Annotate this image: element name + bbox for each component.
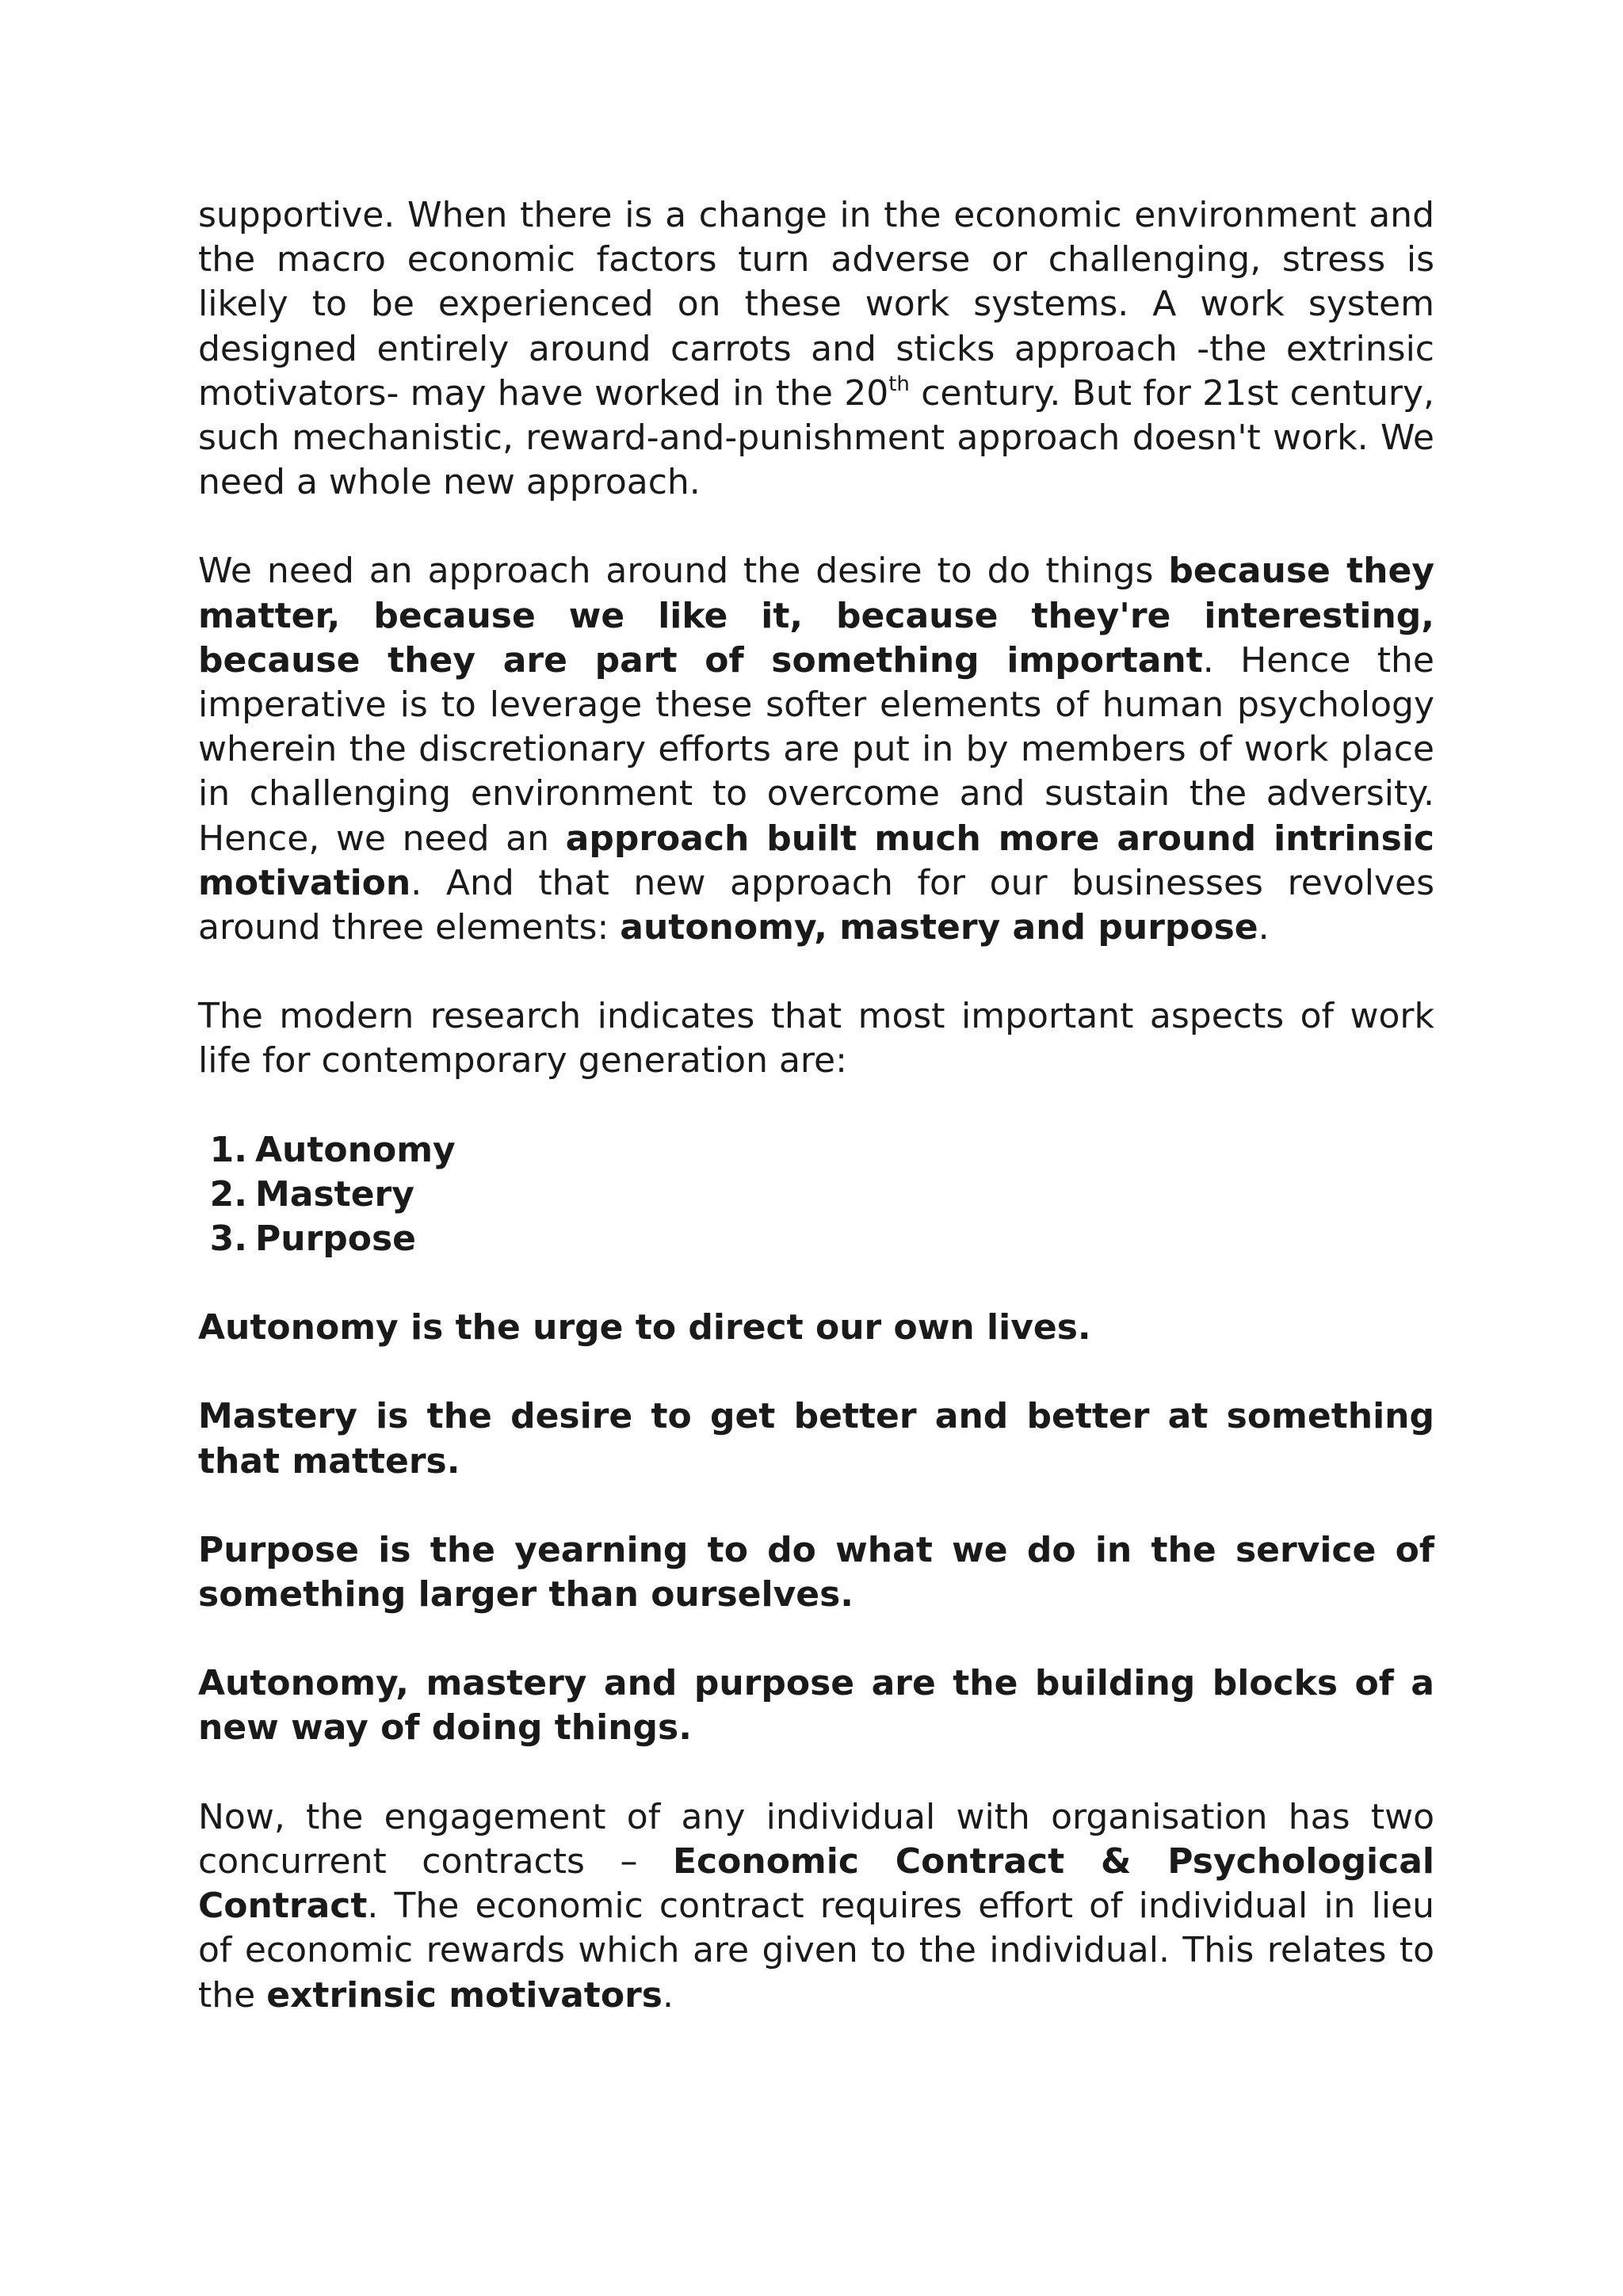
definition-mastery: [198, 1394, 1434, 1483]
superscript-th: th: [888, 372, 910, 396]
building-blocks-text: Autonomy, mastery and purpose are the building blocks of a new way of doing things.: [198, 1663, 1434, 1749]
definition-purpose: [198, 1528, 1434, 1617]
list-number: 1.: [209, 1129, 247, 1170]
para1-text-a: supportive. When there is a change in the economic environment and the macro economic factors turn adverse or challenging, stress is likely to be experienced on these work systems. A work system designed entirely around carrots and sticks approach -the extrinsic motivators- may have worked in the 20: [198, 195, 1434, 414]
para2-text-a: We need an approach around the desire to do things: [198, 551, 1169, 592]
list-item: [198, 1217, 1434, 1261]
final-text-e: .: [662, 1974, 674, 2016]
para2-text-c: . Hence the imperative is to leverage these softer elements of human psychology wherein the discretionary efforts are put in by members of work place in challenging environment to overcome and sustain the adversity. Hence, we need an: [198, 639, 1434, 859]
list-number: 2.: [209, 1173, 247, 1215]
building-blocks-statement: [198, 1661, 1434, 1750]
paragraph-supportive: [198, 193, 1434, 505]
aspects-list: [198, 1128, 1434, 1262]
definition-autonomy-text: Autonomy is the urge to direct our own lives.: [198, 1307, 1091, 1348]
definition-purpose-text: Purpose is the yearning to do what we do in the service of something larger than ourselves.: [198, 1529, 1434, 1615]
list-item-text: Mastery: [255, 1173, 414, 1215]
final-bold-b: Economic Contract & Psychological Contract: [198, 1840, 1434, 1927]
para2-bold-d: approach built much more around intrinsic motivation: [198, 818, 1434, 903]
paragraph-research: The modern research indicates that most important aspects of work life for contemporary generation are:: [198, 996, 1434, 1081]
list-item-text: Purpose: [255, 1219, 417, 1260]
list-item: [198, 1128, 1434, 1173]
list-item: [198, 1173, 1434, 1217]
para2-text-g: .: [1258, 907, 1270, 948]
final-text-c: . The economic contract requires effort of individual in lieu of economic rewards which are given to the individual. This relates to the: [198, 1886, 1434, 2016]
list-number: 3.: [209, 1219, 247, 1260]
list-item-text: Autonomy: [255, 1129, 456, 1170]
definition-autonomy: [198, 1306, 1434, 1350]
para2-text-e: . And that new approach for our businesses revolves around three elements:: [198, 862, 1434, 948]
document-page: [198, 193, 1434, 2018]
para2-bold-b: because they matter, because we like it, because they're interesting, because they are part of something important: [198, 551, 1434, 681]
paragraph-contracts: [198, 1795, 1434, 2018]
final-text-a: Now, the engagement of any individual with organisation has two concurrent contracts –: [198, 1796, 1434, 1882]
definition-mastery-text: Mastery is the desire to get better and better at something that matters.: [198, 1396, 1434, 1482]
final-bold-d: extrinsic motivators: [266, 1974, 663, 2016]
para2-bold-f: autonomy, mastery and purpose: [620, 907, 1258, 948]
paragraph-new-approach: [198, 549, 1434, 950]
para1-text-b: century. But for 21st century, such mechanistic, reward-and-punishment approach doesn't work. We need a whole new approach.: [198, 372, 1434, 503]
